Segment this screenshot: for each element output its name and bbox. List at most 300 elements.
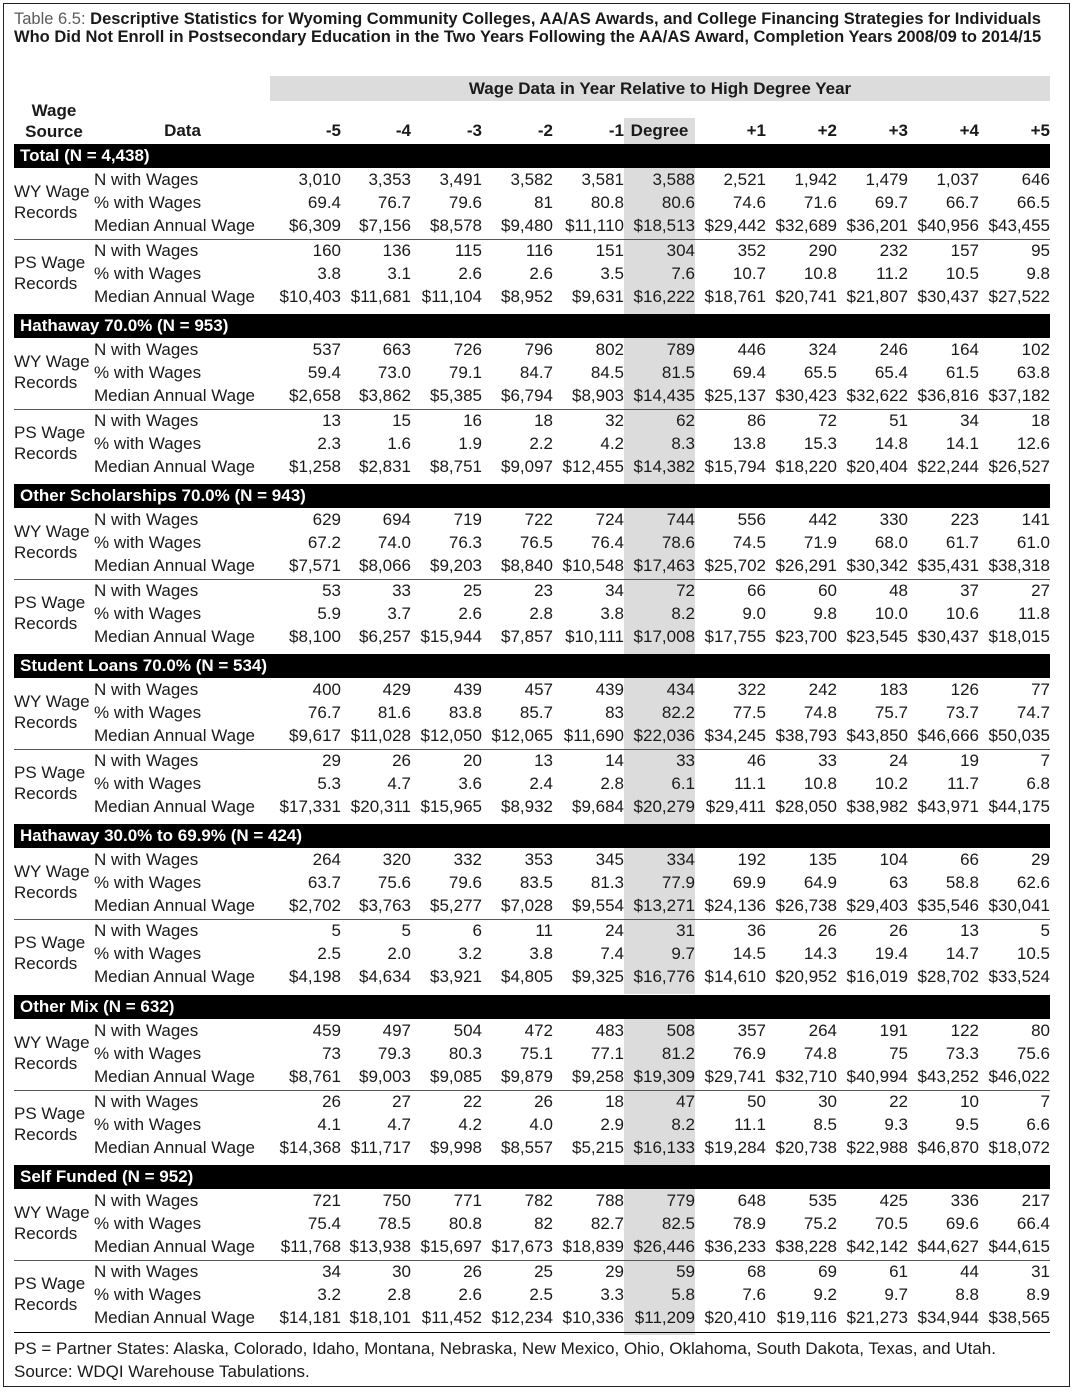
- table-cell: 782: [524, 1191, 553, 1210]
- table-cell: $30,041: [988, 896, 1050, 916]
- table-cell: $37,182: [988, 386, 1050, 406]
- table-cell: $18,101: [349, 1308, 411, 1328]
- table-cell: 84.7: [519, 363, 553, 383]
- row-label: % with Wages: [94, 1115, 202, 1135]
- table-cell: 75.7: [874, 703, 908, 723]
- table-cell: 2.8: [600, 774, 624, 794]
- row-label: N with Wages: [94, 581, 199, 600]
- table-cell: $9,003: [359, 1067, 411, 1087]
- section-header: Other Mix (N = 632): [14, 995, 1050, 1019]
- table-cell: 15.3: [803, 434, 837, 454]
- row-label: N with Wages: [94, 1021, 199, 1040]
- table-cell: $8,932: [501, 797, 553, 817]
- table-cell: 11.2: [876, 264, 908, 284]
- table-cell: 151: [595, 241, 624, 260]
- table-cell: 6.6: [1026, 1115, 1050, 1135]
- table-cell: 15: [392, 411, 411, 430]
- table-cell: 5.3: [317, 774, 341, 794]
- table-cell: 3.2: [317, 1285, 341, 1305]
- table-cell: $6,257: [359, 627, 411, 647]
- table-cell: $9,203: [430, 556, 482, 576]
- table-cell: 19: [960, 751, 979, 770]
- table-cell: $29,411: [705, 797, 766, 817]
- column-header: Degree: [630, 121, 689, 140]
- table-cell: $16,133: [633, 1138, 695, 1158]
- table-cell: $7,571: [289, 556, 341, 576]
- table-cell: 5: [331, 921, 341, 940]
- table-cell: 504: [453, 1021, 482, 1040]
- table-cell: 357: [737, 1021, 766, 1040]
- section-header: Student Loans 70.0% (N = 534): [14, 654, 1050, 678]
- table-cell: 1.9: [458, 434, 482, 454]
- table-cell: 722: [524, 510, 553, 529]
- table-cell: $40,994: [846, 1067, 908, 1087]
- table-cell: 2,521: [723, 170, 766, 189]
- table-cell: 8.5: [813, 1115, 837, 1135]
- table-row: [0, 510, 1075, 533]
- table-cell: $14,368: [279, 1138, 341, 1158]
- table-cell: 34: [322, 1262, 341, 1281]
- wage-source-label: WY Wage Records: [14, 1203, 90, 1243]
- table-cell: 29: [605, 1262, 624, 1281]
- table-cell: $22,988: [846, 1138, 908, 1158]
- table-cell: 80.3: [448, 1044, 482, 1064]
- table-cell: 82: [534, 1214, 553, 1234]
- table-cell: $32,689: [775, 216, 837, 236]
- table-cell: 31: [676, 921, 695, 940]
- table-cell: 223: [950, 510, 979, 529]
- section-header: Other Scholarships 70.0% (N = 943): [14, 484, 1050, 508]
- table-cell: 46: [747, 751, 766, 770]
- table-cell: 79.1: [448, 363, 482, 383]
- table-cell: 81.5: [661, 363, 695, 383]
- row-label: % with Wages: [94, 774, 202, 794]
- table-number: Table 6.5:: [14, 10, 86, 28]
- row-label: Median Annual Wage: [94, 1067, 255, 1087]
- table-cell: $15,697: [420, 1237, 482, 1257]
- table-row: [0, 434, 1075, 457]
- table-cell: $43,850: [846, 726, 908, 746]
- table-row: [0, 1214, 1075, 1237]
- table-cell: 290: [808, 241, 837, 260]
- table-cell: $18,839: [562, 1237, 624, 1257]
- table-cell: 11.1: [734, 1115, 766, 1135]
- table-cell: $20,952: [775, 967, 837, 987]
- table-cell: 60: [818, 581, 837, 600]
- table-cell: $12,234: [491, 1308, 553, 1328]
- table-cell: $10,403: [279, 287, 341, 307]
- table-cell: 4.1: [317, 1115, 341, 1135]
- table-cell: $9,617: [289, 726, 341, 746]
- row-label: N with Wages: [94, 1092, 199, 1111]
- table-cell: 76.4: [590, 533, 624, 553]
- row-label: % with Wages: [94, 703, 202, 723]
- table-cell: 802: [595, 340, 624, 359]
- wage-source-label: PS Wage Records: [14, 593, 86, 633]
- table-cell: 1,942: [794, 170, 837, 189]
- row-label: % with Wages: [94, 1285, 202, 1305]
- table-cell: $38,228: [775, 1237, 837, 1257]
- table-cell: $18,761: [704, 287, 766, 307]
- table-cell: 30: [392, 1262, 411, 1281]
- table-cell: 1,037: [936, 170, 979, 189]
- table-row: [0, 241, 1075, 264]
- table-cell: $8,557: [501, 1138, 553, 1158]
- table-cell: 78.5: [377, 1214, 411, 1234]
- table-cell: 9.3: [884, 1115, 908, 1135]
- column-header: -2: [537, 121, 553, 140]
- table-cell: 74.8: [803, 1044, 837, 1064]
- table-cell: $17,331: [279, 797, 341, 817]
- table-cell: 115: [454, 241, 482, 260]
- table-cell: 157: [950, 241, 979, 260]
- column-header: +5: [1030, 121, 1050, 140]
- table-cell: $16,776: [633, 967, 695, 987]
- table-cell: 459: [312, 1021, 341, 1040]
- table-cell: $21,273: [846, 1308, 908, 1328]
- table-cell: $32,622: [846, 386, 908, 406]
- block-divider: [14, 1260, 1050, 1261]
- table-row: [0, 581, 1075, 604]
- table-cell: 6.1: [671, 774, 695, 794]
- table-cell: $18,072: [988, 1138, 1050, 1158]
- table-row: [0, 627, 1075, 650]
- wage-source-label: PS Wage Records: [14, 1104, 86, 1144]
- table-cell: 72: [676, 581, 695, 600]
- table-cell: $29,741: [704, 1067, 766, 1087]
- table-cell: $11,110: [565, 216, 624, 236]
- table-cell: $7,028: [501, 896, 553, 916]
- table-cell: $17,008: [633, 627, 695, 647]
- table-cell: $30,437: [917, 627, 979, 647]
- table-cell: 14: [605, 751, 624, 770]
- table-cell: $12,455: [562, 457, 624, 477]
- table-cell: $9,684: [572, 797, 624, 817]
- table-cell: $13,271: [633, 896, 695, 916]
- table-cell: 324: [808, 340, 837, 359]
- table-cell: $4,634: [359, 967, 411, 987]
- table-cell: 9.2: [813, 1285, 837, 1305]
- table-row: [0, 170, 1075, 193]
- table-cell: $20,738: [775, 1138, 837, 1158]
- table-cell: 69: [818, 1262, 837, 1281]
- table-cell: 483: [595, 1021, 624, 1040]
- table-cell: 472: [524, 1021, 553, 1040]
- column-header: -4: [395, 121, 411, 140]
- table-cell: 65.4: [874, 363, 908, 383]
- table-cell: 160: [312, 241, 341, 260]
- table-cell: $24,136: [704, 896, 766, 916]
- table-cell: 74.5: [732, 533, 766, 553]
- table-cell: 192: [737, 850, 766, 869]
- table-cell: 246: [879, 340, 908, 359]
- table-cell: 2.9: [600, 1115, 624, 1135]
- table-cell: 694: [382, 510, 411, 529]
- table-cell: 353: [524, 850, 553, 869]
- table-cell: $7,156: [359, 216, 411, 236]
- table-cell: 61: [889, 1262, 908, 1281]
- table-cell: 4.0: [529, 1115, 553, 1135]
- table-cell: 79.6: [448, 873, 482, 893]
- table-cell: 18: [534, 411, 553, 430]
- table-cell: 25: [463, 581, 482, 600]
- table-cell: 334: [666, 850, 695, 869]
- section-header: Self Funded (N = 952): [14, 1165, 1050, 1189]
- wage-source-label: PS Wage Records: [14, 253, 86, 293]
- table-cell: 33: [676, 751, 695, 770]
- table-cell: 719: [453, 510, 482, 529]
- table-cell: $21,807: [846, 287, 908, 307]
- table-cell: $10,548: [562, 556, 624, 576]
- table-row: [0, 944, 1075, 967]
- table-cell: $20,279: [633, 797, 695, 817]
- row-label: N with Wages: [94, 751, 199, 770]
- table-row: [0, 1092, 1075, 1115]
- table-cell: 66.7: [945, 193, 979, 213]
- table-cell: $36,816: [917, 386, 979, 406]
- row-label: % with Wages: [94, 434, 202, 454]
- table-cell: $35,546: [917, 896, 979, 916]
- table-cell: 59: [676, 1262, 695, 1281]
- table-cell: $11,681: [350, 287, 411, 307]
- table-row: [0, 896, 1075, 919]
- table-cell: $8,840: [501, 556, 553, 576]
- table-cell: 4.7: [387, 1115, 411, 1135]
- table-cell: 77.9: [661, 873, 695, 893]
- table-cell: 68.0: [874, 533, 908, 553]
- table-cell: 32: [605, 411, 624, 430]
- table-cell: 322: [737, 680, 766, 699]
- table-cell: 9.5: [955, 1115, 979, 1135]
- table-cell: $11,209: [634, 1308, 695, 1328]
- table-cell: $9,480: [501, 216, 553, 236]
- table-cell: 3.6: [458, 774, 482, 794]
- table-cell: 51: [889, 411, 908, 430]
- row-label: % with Wages: [94, 604, 202, 624]
- table-cell: $5,215: [572, 1138, 624, 1158]
- table-cell: $2,658: [289, 386, 341, 406]
- table-cell: 64.9: [803, 873, 837, 893]
- table-cell: 425: [879, 1191, 908, 1210]
- table-cell: 47: [676, 1092, 695, 1111]
- table-cell: $32,710: [775, 1067, 837, 1087]
- table-cell: 75: [889, 1044, 908, 1064]
- table-cell: $15,794: [704, 457, 766, 477]
- table-cell: 36: [747, 921, 766, 940]
- table-cell: $20,311: [350, 797, 411, 817]
- table-cell: $18,220: [775, 457, 837, 477]
- table-cell: 400: [312, 680, 341, 699]
- table-cell: $17,755: [704, 627, 766, 647]
- table-cell: $46,870: [917, 1138, 979, 1158]
- table-cell: 84.5: [590, 363, 624, 383]
- table-cell: $3,862: [359, 386, 411, 406]
- table-cell: 320: [382, 850, 411, 869]
- table-cell: 429: [382, 680, 411, 699]
- table-cell: $28,050: [775, 797, 837, 817]
- table-cell: 7.6: [742, 1285, 766, 1305]
- table-cell: 77: [1031, 680, 1050, 699]
- table-cell: 10.0: [874, 604, 908, 624]
- table-cell: $4,805: [501, 967, 553, 987]
- table-cell: 53: [322, 581, 341, 600]
- table-cell: 76.7: [377, 193, 411, 213]
- table-cell: 66.5: [1016, 193, 1050, 213]
- table-cell: 13: [960, 921, 979, 940]
- table-cell: 26: [818, 921, 837, 940]
- table-cell: $16,222: [633, 287, 695, 307]
- table-cell: $20,741: [775, 287, 837, 307]
- table-cell: 3,581: [581, 170, 624, 189]
- table-cell: $4,198: [289, 967, 341, 987]
- table-cell: $9,258: [572, 1067, 624, 1087]
- table-row: [0, 386, 1075, 409]
- table-cell: $43,252: [917, 1067, 979, 1087]
- wage-source-label: WY Wage Records: [14, 862, 90, 902]
- table-cell: 497: [382, 1021, 411, 1040]
- table-cell: $19,284: [704, 1138, 766, 1158]
- table-cell: $40,956: [917, 216, 979, 236]
- table-cell: 796: [524, 340, 553, 359]
- table-cell: 535: [808, 1191, 837, 1210]
- table-row: [0, 1191, 1075, 1214]
- table-cell: $6,309: [289, 216, 341, 236]
- table-cell: 2.6: [458, 264, 482, 284]
- section-header: Total (N = 4,438): [14, 144, 1050, 168]
- table-cell: 33: [392, 581, 411, 600]
- table-cell: 71.9: [803, 533, 837, 553]
- table-cell: 217: [1021, 1191, 1050, 1210]
- table-cell: 102: [1021, 340, 1050, 359]
- table-cell: $5,277: [430, 896, 482, 916]
- table-row: [0, 193, 1075, 216]
- row-label: Median Annual Wage: [94, 556, 255, 576]
- table-cell: 2.8: [529, 604, 553, 624]
- table-cell: $33,524: [988, 967, 1050, 987]
- table-cell: 242: [808, 680, 837, 699]
- table-cell: 9.7: [884, 1285, 908, 1305]
- table-cell: $18,513: [633, 216, 695, 236]
- table-cell: 79.6: [448, 193, 482, 213]
- table-row: [0, 556, 1075, 579]
- column-header: +2: [817, 121, 837, 140]
- table-cell: 18: [605, 1092, 624, 1111]
- table-cell: 3,010: [298, 170, 341, 189]
- table-cell: $14,382: [633, 457, 695, 477]
- table-row: [0, 216, 1075, 239]
- table-cell: 345: [595, 850, 624, 869]
- table-row: [0, 774, 1075, 797]
- table-cell: $13,938: [349, 1237, 411, 1257]
- table-cell: 66.4: [1016, 1214, 1050, 1234]
- table-cell: $15,944: [420, 627, 482, 647]
- table-cell: $9,325: [572, 967, 624, 987]
- group-header: Wage Data in Year Relative to High Degree Year: [468, 79, 852, 98]
- table-cell: $14,435: [633, 386, 695, 406]
- table-cell: 61.7: [945, 533, 979, 553]
- table-cell: 9.8: [1026, 264, 1050, 284]
- row-label: N with Wages: [94, 1262, 199, 1281]
- row-label: N with Wages: [94, 241, 199, 260]
- table-cell: 3.8: [317, 264, 341, 284]
- table-cell: $34,245: [704, 726, 766, 746]
- table-cell: 68: [747, 1262, 766, 1281]
- table-cell: 20: [463, 751, 482, 770]
- block-divider: [14, 579, 1050, 580]
- section-header: Hathaway 70.0% (N = 953): [14, 314, 1050, 338]
- table-cell: 264: [312, 850, 341, 869]
- table-cell: $11,690: [563, 726, 624, 746]
- table-cell: 744: [666, 510, 695, 529]
- column-header: +1: [746, 121, 766, 140]
- table-cell: $10,111: [565, 627, 624, 647]
- table-cell: 122: [950, 1021, 979, 1040]
- table-cell: $50,035: [988, 726, 1050, 746]
- table-cell: 29: [322, 751, 341, 770]
- table-row: [0, 264, 1075, 287]
- table-cell: $8,100: [289, 627, 341, 647]
- table-cell: 2.6: [529, 264, 553, 284]
- table-cell: 74.7: [1016, 703, 1050, 723]
- table-cell: 33: [818, 751, 837, 770]
- table-cell: $9,879: [501, 1067, 553, 1087]
- table-cell: 19.4: [874, 944, 908, 964]
- table-cell: 69.9: [732, 873, 766, 893]
- table-cell: 2.0: [387, 944, 411, 964]
- table-cell: 8.9: [1026, 1285, 1050, 1305]
- table-cell: $8,952: [501, 287, 553, 307]
- table-cell: $20,404: [846, 457, 908, 477]
- table-cell: 9.0: [742, 604, 766, 624]
- table-cell: $44,175: [988, 797, 1050, 817]
- footnote: Source: WDQI Warehouse Tabulations.: [14, 1362, 310, 1381]
- table-cell: $3,763: [359, 896, 411, 916]
- row-label: N with Wages: [94, 921, 199, 940]
- table-cell: 81.3: [590, 873, 624, 893]
- table-cell: 74.8: [803, 703, 837, 723]
- table-cell: $11,768: [280, 1237, 341, 1257]
- table-cell: $25,137: [704, 386, 766, 406]
- column-header: -1: [608, 121, 624, 140]
- table-cell: 81.2: [661, 1044, 695, 1064]
- data-header: Data: [164, 121, 201, 140]
- row-label: Median Annual Wage: [94, 1237, 255, 1257]
- table-cell: $9,085: [430, 1067, 482, 1087]
- table-cell: 508: [666, 1021, 695, 1040]
- table-cell: 330: [879, 510, 908, 529]
- table-cell: $8,751: [430, 457, 482, 477]
- table-cell: 73.3: [945, 1044, 979, 1064]
- table-cell: 66: [960, 850, 979, 869]
- table-cell: 61.0: [1016, 533, 1050, 553]
- table-cell: 69.4: [732, 363, 766, 383]
- table-cell: $9,097: [501, 457, 553, 477]
- table-cell: 18: [1031, 411, 1050, 430]
- table-cell: 74.0: [377, 533, 411, 553]
- block-divider: [14, 749, 1050, 750]
- table-cell: 1.6: [387, 434, 411, 454]
- table-cell: 556: [737, 510, 766, 529]
- table-cell: $1,258: [289, 457, 341, 477]
- table-cell: 80.6: [661, 193, 695, 213]
- wage-source-label: PS Wage Records: [14, 763, 86, 803]
- table-row: [0, 680, 1075, 703]
- table-cell: 183: [879, 680, 908, 699]
- table-cell: $44,615: [988, 1237, 1050, 1257]
- table-cell: 3.1: [387, 264, 411, 284]
- table-cell: $5,385: [430, 386, 482, 406]
- table-cell: 30: [818, 1092, 837, 1111]
